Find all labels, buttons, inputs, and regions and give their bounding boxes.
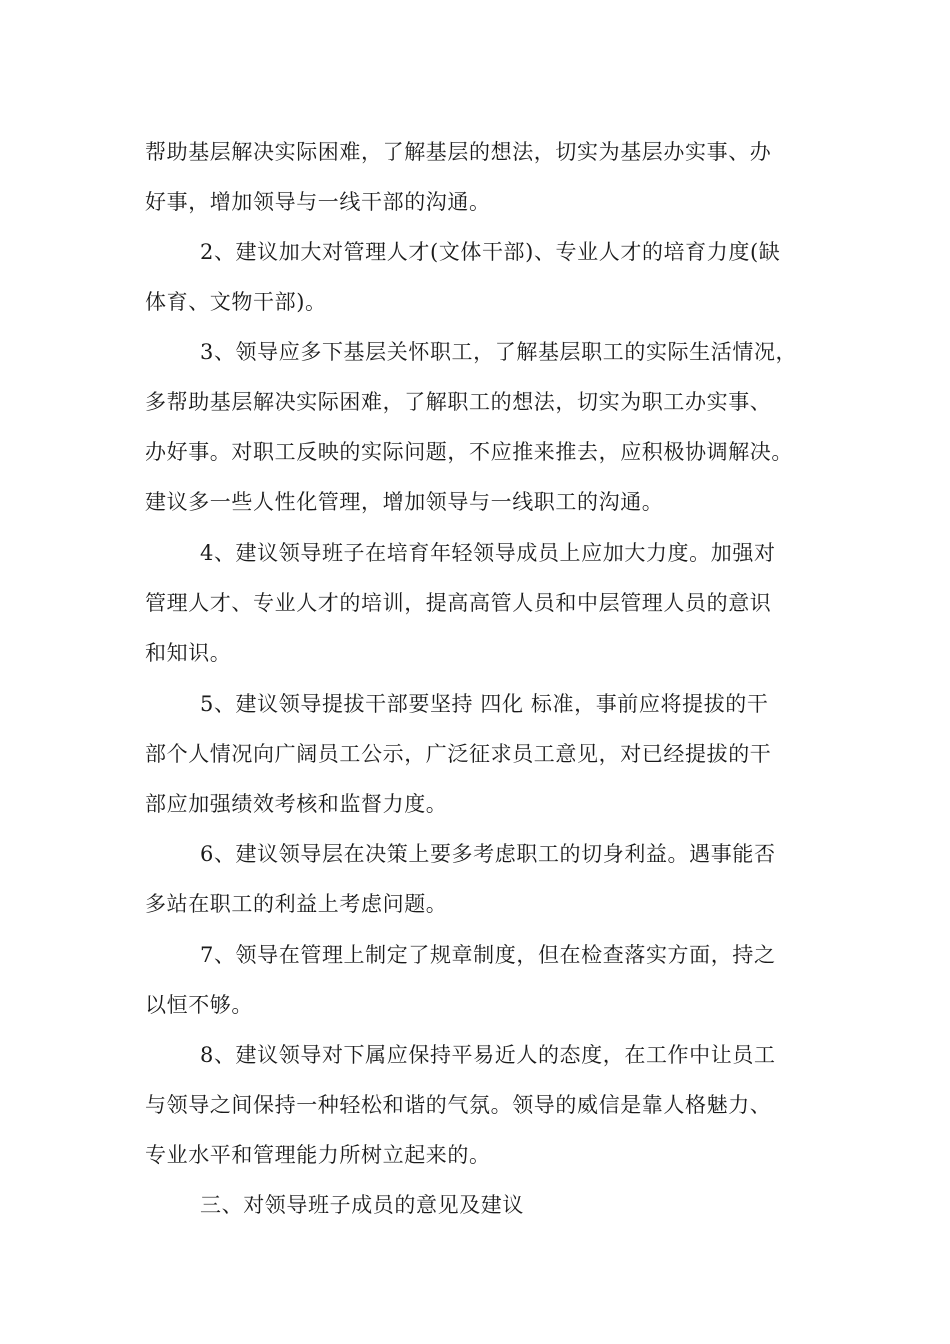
text-line: 6、建议领导层在决策上要多考虑职工的切身利益。遇事能否 — [200, 842, 776, 866]
text-line: 2、建议加大对管理人才(文体干部)、专业人才的培育力度(缺 — [200, 240, 781, 264]
text-line: 部应加强绩效考核和监督力度。 — [145, 792, 448, 816]
text-line: 部个人情况向广阔员工公示，广泛征求员工意见，对已经提拔的干 — [145, 742, 772, 766]
text-line: 建议多一些人性化管理，增加领导与一线职工的沟通。 — [145, 490, 664, 514]
section-heading: 三、对领导班子成员的意见及建议 — [200, 1193, 524, 1217]
text-line: 和知识。 — [145, 641, 232, 665]
text-line: 与领导之间保持一种轻松和谐的气氛。领导的威信是靠人格魅力、 — [145, 1093, 772, 1117]
text-line: 以恒不够。 — [145, 993, 253, 1017]
text-line: 体育、文物干部)。 — [145, 290, 327, 314]
text-line: 多站在职工的利益上考虑问题。 — [145, 892, 448, 916]
text-line: 7、领导在管理上制定了规章制度，但在检查落实方面，持之 — [200, 943, 776, 967]
text-line: 管理人才、专业人才的培训，提高高管人员和中层管理人员的意识 — [145, 591, 772, 615]
text-line: 4、建议领导班子在培育年轻领导成员上应加大力度。加强对 — [200, 541, 776, 565]
text-line: 8、建议领导对下属应保持平易近人的态度，在工作中让员工 — [200, 1043, 776, 1067]
text-line: 好事，增加领导与一线干部的沟通。 — [145, 190, 491, 214]
text-line: 5、建议领导提拔干部要坚持 四化 标准，事前应将提拔的干 — [200, 692, 769, 716]
text-line: 办好事。对职工反映的实际问题，不应推来推去，应积极协调解决。 — [145, 440, 793, 464]
text-line: 专业水平和管理能力所树立起来的。 — [145, 1143, 491, 1167]
text-line: 帮助基层解决实际困难，了解基层的想法，切实为基层办实事、办 — [145, 140, 772, 164]
text-line: 多帮助基层解决实际困难，了解职工的想法，切实为职工办实事、 — [145, 390, 772, 414]
text-line: 3、领导应多下基层关怀职工，了解基层职工的实际生活情况， — [200, 340, 798, 364]
